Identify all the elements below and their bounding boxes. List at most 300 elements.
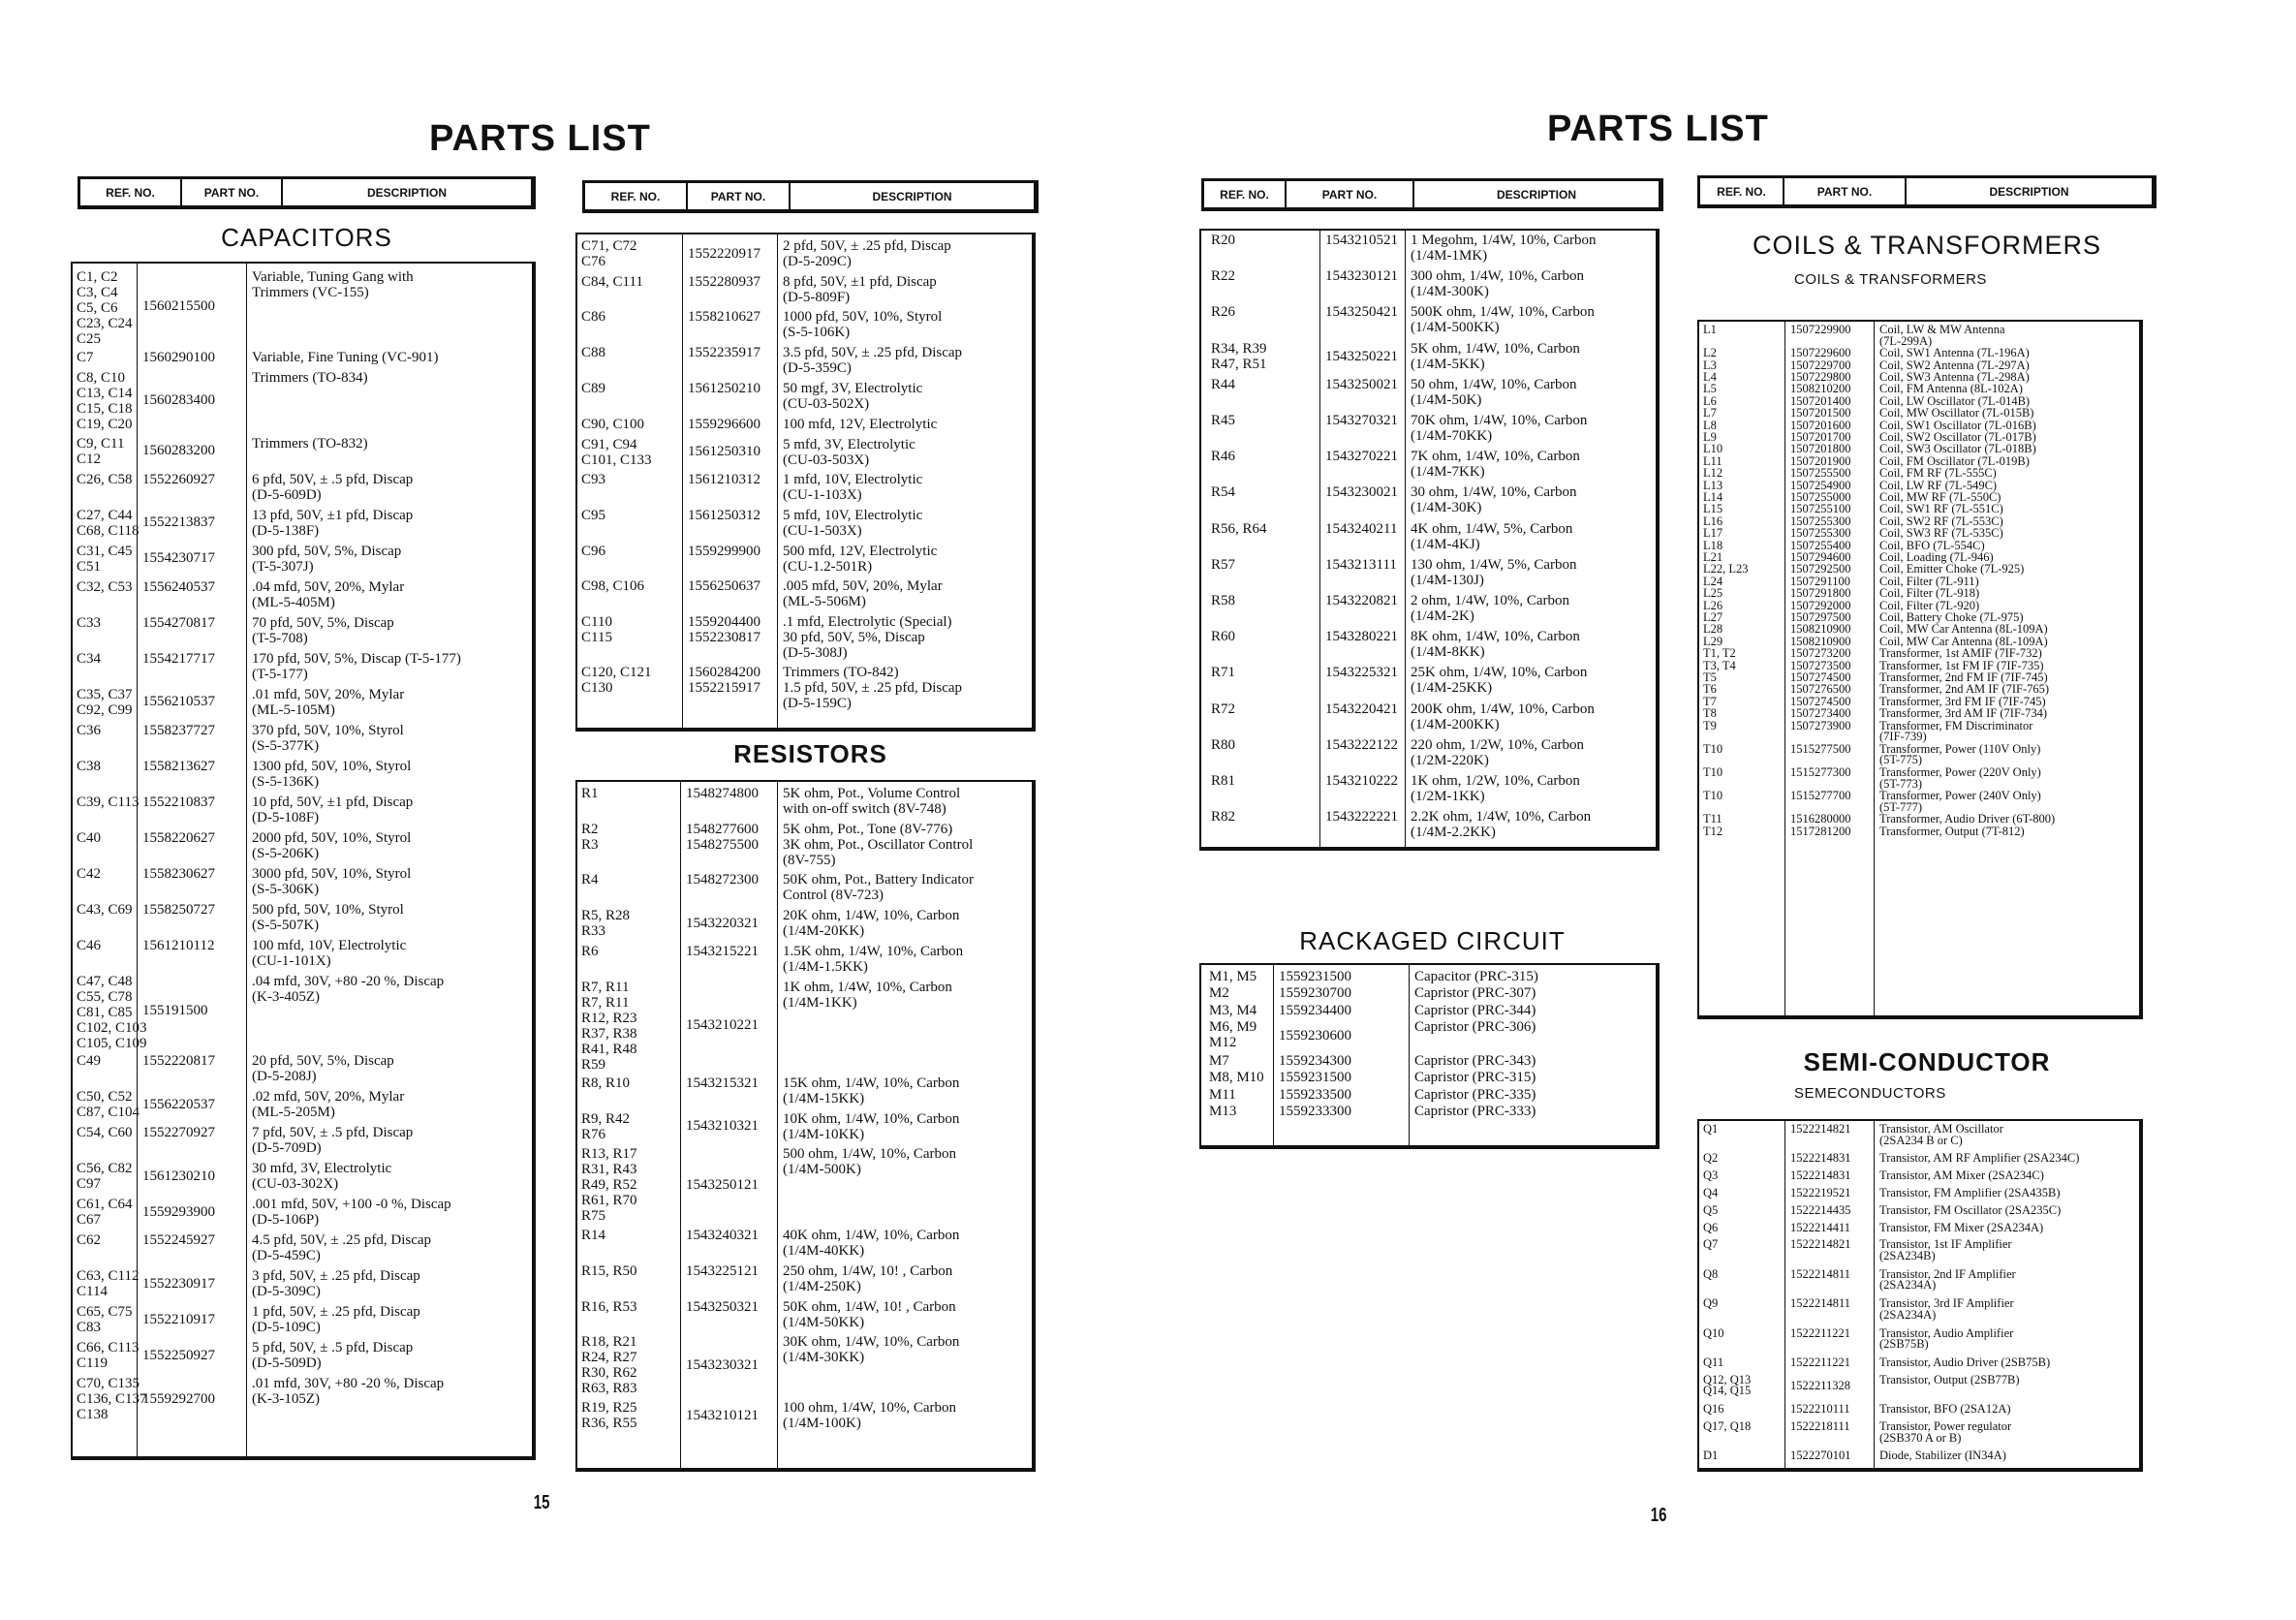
part-no-cell: 1543230121: [1325, 268, 1398, 285]
description-cell: 170 pfd, 50V, 5%, Discap (T-5-177) (T-5-177): [252, 650, 461, 682]
description-cell: 100 mfd, 10V, Electrolytic (CU-1-101X): [252, 937, 407, 969]
table-row: [577, 1111, 1032, 1141]
part-no-cell: 1517281200: [1790, 824, 1851, 838]
part-no-cell: 1559292700: [142, 1390, 215, 1407]
description-cell: Transistor, AM Mixer (2SA234C): [1879, 1168, 2044, 1183]
part-no-cell: 1543225121: [686, 1262, 759, 1279]
part-no-cell: 1543210521: [1325, 233, 1398, 248]
description-cell: 200K ohm, 1/4W, 10%, Carbon (1/4M-200KK): [1411, 701, 1595, 732]
part-no-cell: 1552245927: [142, 1232, 215, 1249]
part-no-cell: 1507274500: [1790, 694, 1851, 708]
part-no-cell: 1522211328: [1790, 1379, 1851, 1393]
table-row: [1699, 1357, 2139, 1370]
table-row: [1201, 1053, 1656, 1070]
ref-no-cell: R46: [1211, 449, 1236, 465]
ref-no-cell: R20: [1211, 233, 1236, 248]
ref-no-cell: M3, M4: [1209, 1002, 1257, 1018]
description-cell: .001 mfd, 50V, +100 -0 %, Discap (D-5-106P): [252, 1197, 451, 1229]
part-no-cell: 1507255100: [1790, 502, 1851, 516]
description-cell: Coil, SW2 Antenna (7L-297A): [1879, 358, 2030, 372]
ref-no-cell: T3, T4: [1703, 658, 1736, 672]
description-cell: 300 pfd, 50V, 5%, Discap (T-5-307J): [252, 543, 402, 575]
ref-no-cell: R13, R17 R31, R43 R49, R52 R61, R70 R75: [581, 1146, 637, 1225]
table-row: [1699, 1239, 2139, 1263]
description-cell: 100 ohm, 1/4W, 10%, Carbon (1/4M-100K): [783, 1400, 957, 1432]
ref-no-cell: D1: [1703, 1449, 1719, 1463]
part-no-cell: 1559299900: [688, 543, 760, 559]
page-title-left: PARTS LIST: [429, 118, 651, 159]
resistors-heading: RESISTORS: [733, 739, 887, 768]
table-row: [577, 508, 1032, 538]
ref-no-cell: C47, C48 C55, C78 C81, C85 C102, C103 C105, C109: [77, 973, 147, 1051]
part-no-cell: 1507229900: [1790, 323, 1851, 336]
ref-no-cell: R58: [1211, 593, 1236, 608]
description-cell: Transistor, FM Mixer (2SA234A): [1879, 1220, 2044, 1234]
description-cell: Coil, FM RF (7L-555C): [1879, 466, 1997, 481]
table-row: [73, 830, 532, 859]
ref-no-cell: R7, R11 R7, R11 R12, R23 R37, R38 R41, R48 R59: [581, 979, 637, 1073]
part-no-cell: 1522214831: [1790, 1151, 1851, 1166]
description-cell: 50K ohm, 1/4W, 10! , Carbon (1/4M-50KK): [783, 1298, 956, 1330]
ref-no-cell: C95: [581, 508, 606, 523]
table-row: [1699, 1124, 2139, 1148]
ref-no-cell: R15, R50: [581, 1262, 637, 1279]
table-row: [1201, 701, 1656, 734]
ref-no-cell: R2 R3: [581, 821, 599, 853]
part-no-cell: 1522214811: [1790, 1296, 1851, 1311]
header-bar-2: [582, 180, 1039, 213]
part-no-cell: 1552280937: [688, 273, 760, 290]
description-cell: Coil, SW3 Antenna (7L-298A): [1879, 370, 2030, 384]
ref-no-cell: L14: [1703, 490, 1723, 504]
description-cell: 15K ohm, 1/4W, 10%, Carbon (1/4M-15KK): [783, 1075, 960, 1106]
table-row: [577, 437, 1032, 467]
part-no-cell: 1558220627: [142, 829, 215, 846]
ref-no-cell: C66, C113 C119: [77, 1340, 140, 1372]
ref-no-cell: L9: [1703, 430, 1717, 444]
ref-no-cell: M11: [1209, 1086, 1236, 1103]
part-no-cell: 1559234400: [1279, 1002, 1351, 1018]
header-ref: REF. NO.: [80, 179, 182, 205]
ref-no-cell: R22: [1211, 268, 1236, 285]
part-no-cell: 1561230210: [142, 1168, 215, 1184]
ref-no-cell: C120, C121 C130: [581, 665, 652, 697]
ref-no-cell: R45: [1211, 413, 1236, 428]
ref-no-cell: M2: [1209, 985, 1229, 1002]
ref-no-cell: C56, C82 C97: [77, 1161, 133, 1193]
description-cell: Coil, SW3 RF (7L-535C): [1879, 526, 2003, 541]
part-no-cell: 1560290100: [142, 349, 215, 365]
part-no-cell: 1559230700: [1279, 985, 1351, 1002]
part-no-cell: 1560215500: [142, 298, 215, 315]
ref-no-cell: R8, R10: [581, 1075, 631, 1091]
description-cell: Transistor, 1st IF Amplifier (2SA234B): [1879, 1237, 2012, 1262]
table-row: [73, 579, 532, 608]
ref-no-cell: C27, C44 C68, C118: [77, 507, 140, 539]
description-cell: 30 ohm, 1/4W, 10%, Carbon (1/4M-30K): [1411, 484, 1577, 516]
part-no-cell: 1548274800: [686, 786, 759, 801]
table-row: [1201, 341, 1656, 374]
ref-no-cell: L4: [1703, 370, 1717, 384]
part-no-cell: 1507292500: [1790, 562, 1851, 576]
part-no-cell: 1558213627: [142, 758, 215, 774]
ref-no-cell: C110 C115: [581, 614, 612, 646]
part-no-cell: 1543240321: [686, 1228, 759, 1243]
description-cell: 500 pfd, 50V, 10%, Styrol (S-5-507K): [252, 901, 404, 933]
ref-no-cell: C46: [77, 937, 102, 953]
ref-no-cell: C88: [581, 345, 606, 361]
capacitors-table-continued: [575, 233, 1036, 732]
description-cell: Variable, Tuning Gang with Trimmers (VC-155): [252, 269, 414, 300]
ref-no-cell: R60: [1211, 629, 1236, 645]
description-cell: Coil, Filter (7L-918): [1879, 586, 1980, 601]
ref-no-cell: Q12, Q13 Q14, Q15: [1703, 1372, 1752, 1398]
table-row: [73, 472, 532, 501]
description-cell: 1 mfd, 10V, Electrolytic (CU-1-103X): [783, 472, 923, 504]
part-no-cell: 1552220817: [142, 1053, 215, 1070]
description-cell: Transistor, 3rd IF Amplifier (2SA234A): [1879, 1296, 2014, 1322]
table-row: [1699, 791, 2139, 814]
capacitors-heading: CAPACITORS: [221, 223, 392, 252]
description-cell: Capacitor (PRC-315): [1414, 969, 1538, 984]
table-row: [577, 614, 1032, 660]
ref-no-cell: C32, C53: [77, 578, 133, 595]
ref-no-cell: Q6: [1703, 1220, 1719, 1234]
ref-no-cell: R4: [581, 872, 599, 888]
part-no-cell: 1543213111: [1325, 556, 1397, 573]
table-row: [577, 274, 1032, 304]
header-desc: DESCRIPTION: [1989, 184, 2069, 199]
ref-no-cell: L3: [1703, 358, 1717, 372]
part-no-cell: 1559230600: [1279, 1027, 1351, 1044]
description-cell: 300 ohm, 1/4W, 10%, Carbon (1/4M-300K): [1411, 268, 1585, 300]
table-row: [577, 309, 1032, 339]
description-cell: 100 mfd, 12V, Electrolytic: [783, 416, 938, 432]
table-row: [1201, 629, 1656, 662]
ref-no-cell: T10: [1703, 789, 1723, 803]
part-no-cell: 1559296600: [688, 416, 760, 432]
ref-no-cell: R56, R64: [1211, 520, 1267, 537]
description-cell: Coil, Filter (7L-920): [1879, 598, 1980, 612]
description-cell: Coil, SW2 RF (7L-553C): [1879, 514, 2003, 528]
ref-no-cell: C31, C45 C51: [77, 543, 133, 575]
table-row: [577, 578, 1032, 608]
description-cell: Transformer, FM Discriminator (7IF-739): [1879, 718, 2033, 744]
table-row: [1201, 593, 1656, 626]
description-cell: 3000 pfd, 50V, 10%, Styrol (S-5-306K): [252, 865, 412, 897]
description-cell: 30K ohm, 1/4W, 10%, Carbon (1/4M-30KK): [783, 1334, 960, 1366]
description-cell: 7K ohm, 1/4W, 10%, Carbon (1/4M-7KK): [1411, 449, 1580, 481]
table-row: [1201, 449, 1656, 482]
part-no-cell: 1558230627: [142, 865, 215, 882]
description-cell: 50 mgf, 3V, Electrolytic (CU-03-502X): [783, 380, 923, 412]
description-cell: 20 pfd, 50V, 5%, Discap (D-5-208J): [252, 1053, 394, 1085]
description-cell: Transistor, FM Oscillator (2SA235C): [1879, 1202, 2062, 1217]
table-row: [73, 370, 532, 433]
ref-no-cell: C42: [77, 865, 102, 882]
table-row: [577, 872, 1032, 902]
ref-no-cell: T10: [1703, 741, 1723, 756]
table-row: [1201, 484, 1656, 517]
description-cell: 130 ohm, 1/4W, 5%, Carbon (1/4M-130J): [1411, 556, 1577, 588]
part-no-cell: 1507291100: [1790, 574, 1851, 588]
part-no-cell: 1507201700: [1790, 430, 1851, 444]
ref-no-cell: L24: [1703, 574, 1723, 588]
table-row: [1201, 557, 1656, 590]
table-row: [1201, 773, 1656, 806]
description-cell: Transformer, 3rd AM IF (7IF-734): [1879, 706, 2047, 721]
part-no-cell: 1515277300: [1790, 765, 1851, 779]
part-no-cell: 1507255300: [1790, 526, 1851, 541]
description-cell: Coil, SW1 Antenna (7L-196A): [1879, 346, 2030, 360]
table-row: [73, 973, 532, 1051]
part-no-cell: 1522211221: [1790, 1355, 1851, 1369]
description-cell: 1.5K ohm, 1/4W, 10%, Carbon (1/4M-1.5KK): [783, 943, 964, 975]
description-cell: Coil, BFO (7L-554C): [1879, 538, 1985, 552]
packaged-circuit-table: [1199, 963, 1660, 1149]
table-row: [1699, 1170, 2139, 1183]
description-cell: Transformer, Power (220V Only) (5T-773): [1879, 765, 2041, 791]
ref-no-cell: Q10: [1703, 1325, 1724, 1340]
part-no-cell: 1560284200 1552215917: [688, 665, 760, 697]
table-row: [1699, 1188, 2139, 1200]
part-no-cell: 1543215321: [686, 1075, 759, 1091]
part-no-cell: 1543250021: [1325, 376, 1398, 392]
part-no-cell: 1552270927: [142, 1125, 215, 1141]
part-no-cell: 1558210627: [688, 309, 760, 326]
ref-no-cell: M8, M10: [1209, 1070, 1264, 1086]
part-no-cell: 1522210111: [1790, 1402, 1850, 1417]
description-cell: 250 ohm, 1/4W, 10! , Carbon (1/4M-250K): [783, 1262, 953, 1294]
ref-no-cell: Q17, Q18: [1703, 1419, 1752, 1433]
ref-no-cell: T9: [1703, 718, 1717, 732]
ref-no-cell: L6: [1703, 393, 1717, 408]
description-cell: 25K ohm, 1/4W, 10%, Carbon (1/4M-25KK): [1411, 665, 1588, 697]
part-no-cell: 1561210112: [142, 937, 215, 953]
description-cell: 8 pfd, 50V, ±1 pfd, Discap (D-5-809F): [783, 273, 937, 305]
table-row: [73, 687, 532, 716]
ref-no-cell: T6: [1703, 682, 1717, 697]
description-cell: Coil, SW2 Oscillator (7L-017B): [1879, 430, 2036, 444]
part-no-cell: 1522270101: [1790, 1449, 1851, 1463]
part-no-cell: 1560283400: [142, 392, 215, 409]
ref-no-cell: M7: [1209, 1053, 1229, 1069]
ref-no-cell: C35, C37 C92, C99: [77, 686, 133, 718]
ref-no-cell: C1, C2 C3, C4 C5, C6 C23, C24 C25: [77, 269, 133, 347]
part-no-cell: 1507201900: [1790, 453, 1851, 468]
table-row: [1201, 1019, 1656, 1053]
part-no-cell: 1543222221: [1325, 809, 1398, 826]
table-row: [577, 944, 1032, 974]
part-no-cell: 1522214821: [1790, 1122, 1851, 1136]
table-row: [577, 472, 1032, 502]
ref-no-cell: L22, L23: [1703, 562, 1749, 576]
part-no-cell: 1507273900: [1790, 718, 1851, 732]
ref-no-cell: C65, C75 C83: [77, 1304, 133, 1336]
ref-no-cell: C89: [581, 380, 606, 396]
ref-no-cell: C39, C113: [77, 794, 140, 810]
part-no-cell: 1552230917: [142, 1275, 215, 1292]
ref-no-cell: Q3: [1703, 1168, 1719, 1183]
ref-no-cell: M1, M5: [1209, 969, 1257, 984]
description-cell: Transformer, 3rd FM IF (7IF-745): [1879, 694, 2046, 708]
header-desc: DESCRIPTION: [1496, 187, 1576, 202]
part-no-cell: 1507276500: [1790, 682, 1851, 697]
table-row: [577, 345, 1032, 375]
table-row: [1699, 1372, 2139, 1399]
part-no-cell: 1559231500: [1279, 1070, 1351, 1086]
ref-no-cell: R18, R21 R24, R27 R30, R62 R63, R83: [581, 1334, 637, 1397]
table-row: [73, 1197, 532, 1229]
table-row: [577, 822, 1032, 867]
semis-heading: SEMI-CONDUCTOR: [1803, 1047, 2051, 1076]
resistors-table: [575, 780, 1036, 1472]
description-cell: 30 mfd, 3V, Electrolytic (CU-03-302X): [252, 1161, 392, 1193]
coils-subheading: COILS & TRANSFORMERS: [1794, 271, 1987, 288]
table-row: [577, 381, 1032, 411]
description-cell: Coil, Emitter Choke (7L-925): [1879, 562, 2025, 576]
part-no-cell: 155191500: [142, 1003, 208, 1019]
table-row: [73, 1304, 532, 1336]
part-no-cell: 1559233500: [1279, 1086, 1351, 1103]
description-cell: Trimmers (TO-842) 1.5 pfd, 50V, ± .25 pfd, Discap (D-5-159C): [783, 665, 963, 712]
ref-no-cell: C61, C64 C67: [77, 1197, 133, 1229]
part-no-cell: 1548277600 1548275500: [686, 821, 759, 853]
part-no-cell: 1522214821: [1790, 1237, 1851, 1252]
description-cell: Coil, LW & MW Antenna (7L-299A): [1879, 323, 2005, 348]
ref-no-cell: C40: [77, 829, 102, 846]
description-cell: .01 mfd, 30V, +80 -20 %, Discap (K-3-105Z): [252, 1376, 445, 1408]
table-row: [1699, 767, 2139, 791]
description-cell: 5 pfd, 50V, ± .5 pfd, Discap (D-5-509D): [252, 1340, 414, 1372]
ref-no-cell: L15: [1703, 502, 1723, 516]
ref-no-cell: C49: [77, 1053, 102, 1070]
description-cell: 2000 pfd, 50V, 10%, Styrol (S-5-206K): [252, 829, 412, 861]
description-cell: 8K ohm, 1/4W, 10%, Carbon (1/4M-8KK): [1411, 629, 1580, 661]
part-no-cell: 1552210837: [142, 794, 215, 810]
description-cell: 2.2K ohm, 1/4W, 10%, Carbon (1/4M-2.2KK): [1411, 809, 1592, 841]
description-cell: 2 pfd, 50V, ± .25 pfd, Discap (D-5-209C): [783, 238, 951, 269]
table-row: [73, 794, 532, 824]
part-no-cell: 1543220321: [686, 915, 759, 931]
description-cell: 10K ohm, 1/4W, 10%, Carbon (1/4M-10KK): [783, 1110, 960, 1142]
description-cell: Coil, MW Oscillator (7L-015B): [1879, 406, 2034, 421]
description-cell: Transistor, Audio Amplifier (2SB75B): [1879, 1325, 2014, 1352]
table-row: [73, 1089, 532, 1121]
table-row: [1699, 1421, 2139, 1446]
part-no-cell: 1522214411: [1790, 1220, 1851, 1234]
description-cell: Transistor, FM Amplifier (2SA435B): [1879, 1186, 2061, 1199]
description-cell: 50K ohm, Pot., Battery Indicator Control (8V-723): [783, 872, 975, 904]
part-no-cell: 1543250121: [686, 1176, 759, 1193]
page-number-right: 16: [1650, 1505, 1667, 1526]
part-no-cell: 1561250310: [688, 444, 760, 460]
part-no-cell: 1507201400: [1790, 393, 1851, 408]
table-row: [1201, 413, 1656, 446]
table-row: [1201, 268, 1656, 301]
table-row: [1699, 1404, 2139, 1417]
ref-no-cell: R16, R53: [581, 1298, 637, 1315]
table-row: [577, 417, 1032, 432]
capacitors-table: [71, 262, 536, 1460]
table-row: [1201, 969, 1656, 985]
part-no-cell: 1552260927: [142, 471, 215, 487]
table-row: [577, 1075, 1032, 1106]
description-cell: Capristor (PRC-315): [1414, 1070, 1536, 1086]
part-no-cell: 1507255300: [1790, 514, 1851, 528]
part-no-cell: 1543270321: [1325, 413, 1398, 428]
ref-no-cell: C26, C58: [77, 471, 133, 487]
description-cell: Capristor (PRC-344): [1414, 1002, 1536, 1018]
description-cell: Coil, MW Car Antenna (8L-109A): [1879, 622, 2048, 637]
description-cell: 5K ohm, 1/4W, 10%, Carbon (1/4M-5KK): [1411, 340, 1580, 372]
description-cell: Trimmers (TO-832): [252, 435, 368, 452]
table-row: [577, 1146, 1032, 1225]
table-row: [73, 508, 532, 537]
header-part: PART NO.: [688, 183, 791, 209]
part-no-cell: 1507201500: [1790, 406, 1851, 421]
part-no-cell: 1561250210: [688, 380, 760, 396]
table-row: [73, 1376, 532, 1423]
description-cell: 1 pfd, 50V, ± .25 pfd, Discap (D-5-109C): [252, 1304, 420, 1336]
ref-no-cell: C38: [77, 758, 102, 774]
description-cell: 70K ohm, 1/4W, 10%, Carbon (1/4M-70KK): [1411, 413, 1588, 444]
table-row: [73, 269, 532, 347]
ref-no-cell: R44: [1211, 376, 1236, 392]
description-cell: 10 pfd, 50V, ±1 pfd, Discap (D-5-108F): [252, 794, 414, 826]
description-cell: Capristor (PRC-343): [1414, 1053, 1536, 1069]
ref-no-cell: C84, C111: [581, 273, 643, 290]
table-row: [1699, 1220, 2139, 1235]
ref-no-cell: C9, C11 C12: [77, 435, 125, 467]
description-cell: 500 ohm, 1/4W, 10%, Carbon (1/4M-500K): [783, 1146, 957, 1178]
part-no-cell: 1556210537: [142, 694, 215, 710]
description-cell: Coil, Battery Choke (7L-975): [1879, 610, 2024, 624]
table-row: [73, 615, 532, 644]
description-cell: Coil, LW RF (7L-549C): [1879, 478, 1998, 492]
table-row: [1699, 1202, 2139, 1218]
description-cell: 500 mfd, 12V, Electrolytic (CU-1.2-501R): [783, 543, 938, 575]
ref-no-cell: R34, R39 R47, R51: [1211, 340, 1267, 372]
description-cell: Transistor, AM RF Amplifier (2SA234C): [1879, 1151, 2080, 1166]
description-cell: .005 mfd, 50V, 20%, Mylar (ML-5-506M): [783, 578, 943, 610]
table-row: [1201, 737, 1656, 770]
description-cell: Transistor, Power regulator (2SB370 A or B): [1879, 1419, 2012, 1445]
header-ref: REF. NO.: [1204, 181, 1287, 207]
description-cell: 70 pfd, 50V, 5%, Discap (T-5-708): [252, 614, 394, 646]
ref-no-cell: L18: [1703, 538, 1723, 552]
ref-no-cell: Q2: [1703, 1151, 1719, 1166]
part-no-cell: 1543210121: [686, 1408, 759, 1424]
ref-no-cell: C70, C135 C136, C137 C138: [77, 1376, 147, 1423]
part-no-cell: 1507255000: [1790, 490, 1851, 504]
part-no-cell: 1556240537: [142, 578, 215, 595]
description-cell: Trimmers (TO-834): [252, 370, 368, 387]
table-row: [577, 786, 1032, 816]
table-row: [577, 544, 1032, 574]
header-ref: REF. NO.: [1700, 178, 1784, 204]
description-cell: Transistor, Output (2SB77B): [1879, 1372, 2020, 1386]
description-cell: Variable, Fine Tuning (VC-901): [252, 349, 439, 365]
part-no-cell: 1522214811: [1790, 1266, 1851, 1281]
table-row: [577, 1334, 1032, 1397]
description-cell: Transistor, BFO (2SA12A): [1879, 1402, 2011, 1417]
ref-no-cell: T8: [1703, 706, 1717, 721]
description-cell: Coil, Loading (7L-946): [1879, 550, 1994, 564]
ref-no-cell: L12: [1703, 466, 1723, 481]
part-no-cell: 1543222122: [1325, 736, 1398, 753]
table-row: [577, 1263, 1032, 1293]
